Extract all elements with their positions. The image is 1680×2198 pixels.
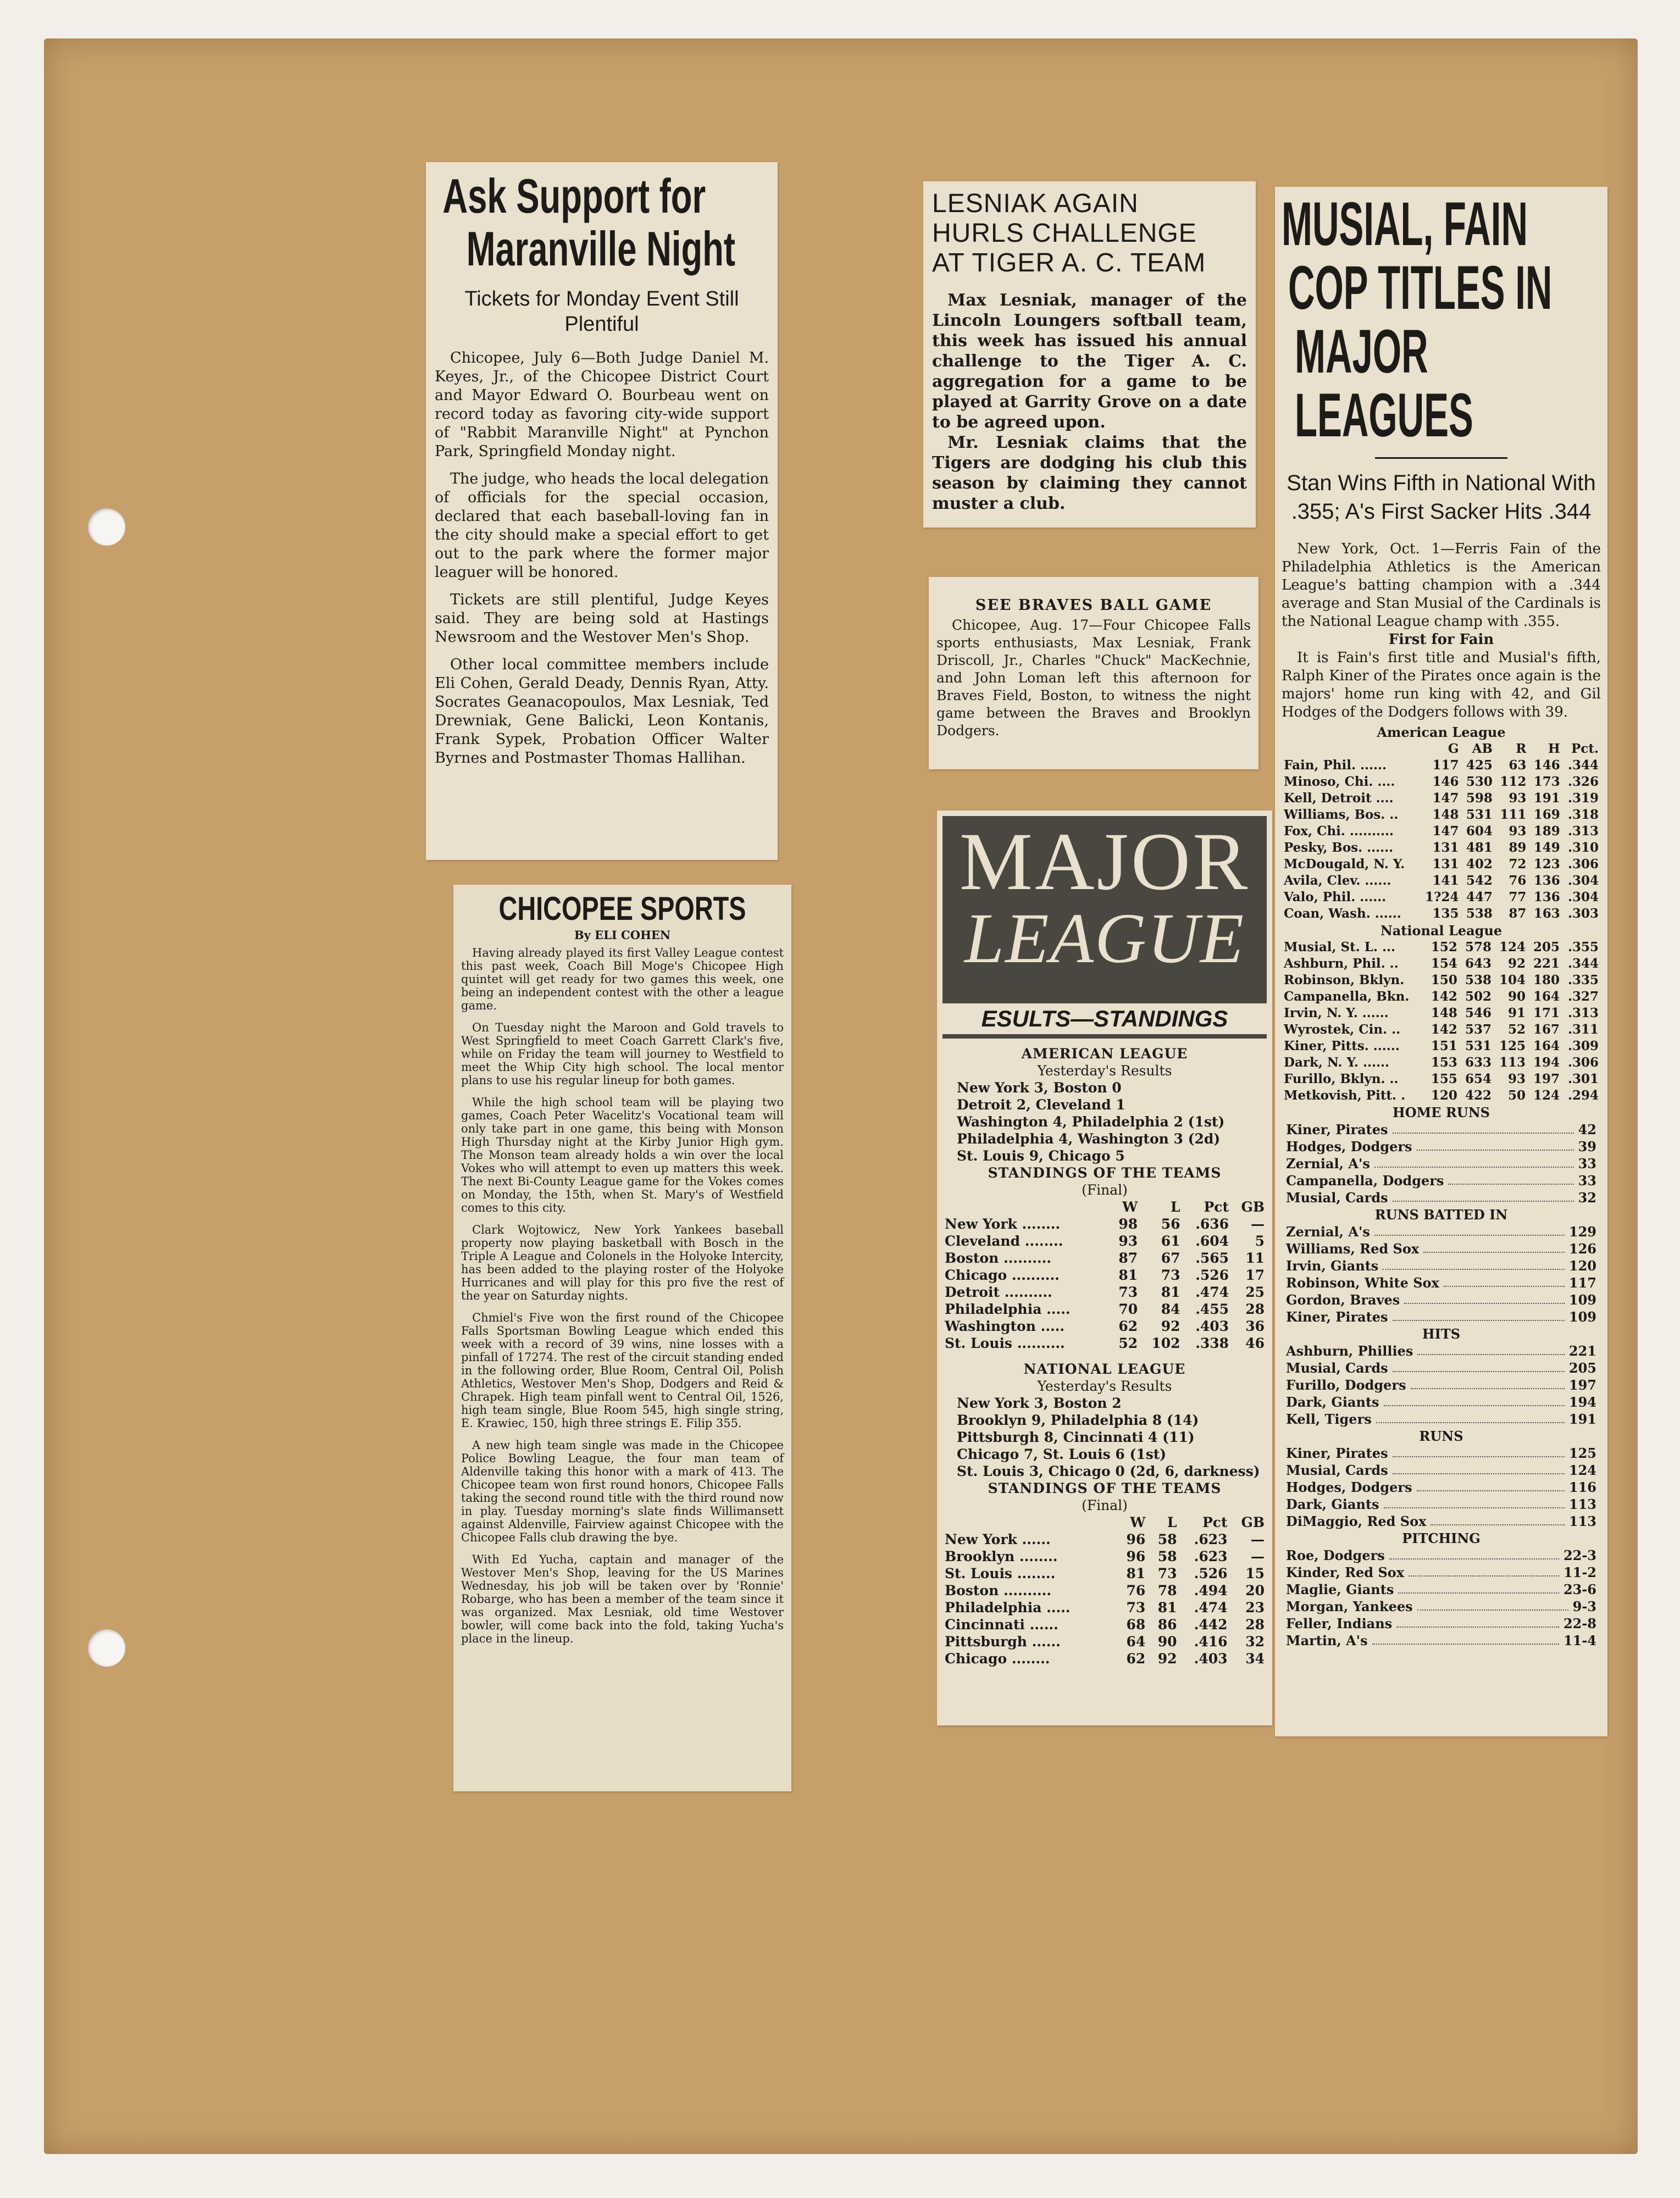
list-item: Musial, Cards 205 xyxy=(1286,1360,1596,1376)
table-row: Minoso, Chi. .... 146 530 112 173 .326 xyxy=(1284,774,1599,789)
paragraph: The judge, who heads the local delegation of officials for the special occasion, declared that each baseball-loving fan in the city should make a special effort to get out to the park where the former major leaguer will be honored. xyxy=(435,470,769,581)
paragraph: It is Fain's first title and Musial's fifth, Ralph Kiner of the Pirates once again is the majors' home run king with 42, and Gil Hodges of the Dodgers follows with 39. xyxy=(1282,650,1601,720)
table-row: Wyrostek, Cin. .. 142 537 52 167 .311 xyxy=(1284,1022,1599,1037)
headline-line-1: Ask Support for xyxy=(442,169,706,223)
rbi-heading: RUNS BATTED IN xyxy=(1374,1207,1508,1223)
list-item: Hodges, Dodgers 116 xyxy=(1286,1479,1596,1495)
table-row: Pesky, Bos. ...... 131 481 89 149 .310 xyxy=(1284,840,1599,855)
result-line: St. Louis 3, Chicago 0 (2d, 6, darkness) xyxy=(957,1463,1260,1479)
al-standings-table xyxy=(942,1198,1267,1352)
table-row: Detroit .......... 73 81 .474 25 xyxy=(945,1284,1265,1300)
headline-line-1: MUSIAL, FAIN xyxy=(1282,190,1528,258)
nl-results-list xyxy=(942,1395,1267,1480)
col-pct: Pct xyxy=(1204,1199,1229,1215)
table-row: Dark, N. Y. ...... 153 633 113 194 .306 xyxy=(1284,1055,1599,1070)
headline xyxy=(1282,192,1601,447)
list-item: Feller, Indians 22-8 xyxy=(1286,1616,1596,1631)
nl-standings-heading: STANDINGS OF THE TEAMS xyxy=(988,1480,1222,1496)
list-item: Campanella, Dodgers 33 xyxy=(1286,1173,1596,1189)
al-results-heading: Yesterday's Results xyxy=(1037,1063,1172,1079)
list-item: Hodges, Dodgers 39 xyxy=(1286,1139,1596,1154)
al-batting-heading: American League xyxy=(1377,724,1506,740)
nl-batting-heading: National League xyxy=(1380,923,1502,939)
nl-batting-table xyxy=(1282,939,1601,1104)
nl-final-label: (Final) xyxy=(1082,1497,1128,1513)
clipping-major-league-results xyxy=(937,811,1272,1725)
result-line: St. Louis 9, Chicago 5 xyxy=(957,1148,1125,1164)
col-l: L xyxy=(1167,1514,1177,1530)
table-header-row xyxy=(942,1514,1267,1531)
banner-line-2: LEAGUE xyxy=(964,899,1245,978)
paragraph: Mr. Lesniak claims that the Tigers are dodging his club this season by claiming they cannot muster a club. xyxy=(932,433,1247,513)
clipping-chicopee-sports xyxy=(453,885,791,1791)
paragraph: Chicopee, July 6—Both Judge Daniel M. Keyes, Jr., of the Chicopee District Court and Mayor Edward O. Bourbeau went on record today as favoring city-wide support of "Rabbit Maranville Night" at Pynchon Park, Springfield Monday night. xyxy=(435,349,769,460)
divider xyxy=(1375,457,1507,459)
list-item: DiMaggio, Red Sox 113 xyxy=(1286,1513,1596,1529)
article-body xyxy=(435,349,769,768)
list-item: Musial, Cards 124 xyxy=(1286,1462,1596,1478)
al-heading: AMERICAN LEAGUE xyxy=(1021,1046,1188,1062)
table-row: Robinson, Bklyn. 150 538 104 180 .335 xyxy=(1284,973,1599,987)
list-item: Dark, Giants 194 xyxy=(1286,1394,1596,1410)
table-row: Fain, Phil. ...... 117 425 63 146 .344 xyxy=(1284,758,1599,773)
list-item: Kinder, Red Sox 11-2 xyxy=(1286,1564,1596,1580)
list-item: Morgan, Yankees 9-3 xyxy=(1286,1598,1596,1614)
table-row: Irvin, N. Y. ...... 148 546 91 171 .313 xyxy=(1284,1006,1599,1020)
result-line: Chicago 7, St. Louis 6 (1st) xyxy=(957,1446,1167,1462)
result-line: New York 3, Boston 2 xyxy=(957,1395,1122,1411)
table-row: Pittsburgh ...... 64 90 .416 32 xyxy=(945,1634,1265,1650)
list-item: Kiner, Pirates 125 xyxy=(1286,1445,1596,1461)
paragraph: Clark Wojtowicz, New York Yankees baseball property now playing basketball with Bosch in the Triple A League and Colonels in the Holyoke Intercity, has been added to the playing roster of the Holyoke Hurricanes and will play for this pro five the rest of the year on Saturday nights. xyxy=(461,1223,784,1302)
section-heading: First for Fain xyxy=(1388,631,1494,648)
table-row: Kiner, Pitts. ...... 151 531 125 164 .309 xyxy=(1284,1039,1599,1053)
list-item: Zernial, A's 129 xyxy=(1286,1224,1596,1240)
al-final-label: (Final) xyxy=(1082,1182,1128,1198)
clipping-musial-fain-titles xyxy=(1275,187,1607,1736)
al-results-list xyxy=(942,1079,1267,1164)
result-line: Detroit 2, Cleveland 1 xyxy=(957,1097,1125,1113)
headline-line-2: HURLS CHALLENGE xyxy=(932,219,1197,248)
nl-results-heading: Yesterday's Results xyxy=(1037,1378,1172,1394)
table-row: Chicago ........ 62 92 .403 34 xyxy=(945,1651,1265,1667)
table-row: McDougald, N. Y. 131 402 72 123 .306 xyxy=(1284,857,1599,872)
list-item: Kiner, Pirates 42 xyxy=(1286,1122,1596,1137)
list-item: Dark, Giants 113 xyxy=(1286,1496,1596,1512)
article-body xyxy=(932,290,1247,514)
table-row: Fox, Chi. .......... 147 604 93 189 .313 xyxy=(1284,824,1599,839)
subhead: Tickets for Monday Event Still Plentiful xyxy=(464,287,739,336)
result-line: New York 3, Boston 0 xyxy=(957,1080,1122,1096)
paragraph: Tickets are still plentiful, Judge Keyes said. They are being sold at Hastings Newsroom and the Westover Men's Shop. xyxy=(435,591,769,646)
table-row: Boston .......... 76 78 .494 20 xyxy=(945,1583,1265,1598)
result-line: Brooklyn 9, Philadelphia 8 (14) xyxy=(957,1412,1199,1428)
table-row: Musial, St. L. ... 152 578 124 205 .355 xyxy=(1284,940,1599,954)
headline: CHICOPEE SPORTS xyxy=(498,890,746,927)
paragraph: With Ed Yucha, captain and manager of the Westover Men's Shop, leaving for the US Marines Wednesday, his job will be taken over by 'Ronnie' Robarge, who has been a member of the team since it was organized. Max Lesniak, old time Westover bowler, will come back into the fold, taking Yucha's place in the lineup. xyxy=(461,1553,784,1645)
list-item: Martin, A's 11-4 xyxy=(1286,1633,1596,1648)
table-row: Avila, Clev. ...... 141 542 76 136 .304 xyxy=(1284,873,1599,888)
table-row: Boston .......... 87 67 .565 11 xyxy=(945,1250,1265,1266)
subhead: Stan Wins Fifth in National With .355; A's First Sacker Hits .344 xyxy=(1287,471,1596,524)
table-row: Philadelphia ..... 70 84 .455 28 xyxy=(945,1301,1265,1317)
list-item: Furillo, Dodgers 197 xyxy=(1286,1377,1596,1393)
table-header-row: G AB R H Pct. xyxy=(1448,741,1599,756)
col-gb: GB xyxy=(1241,1199,1265,1215)
punch-hole-bottom xyxy=(88,1629,125,1667)
table-row: Metkovish, Pitt. . 120 422 50 124 .294 xyxy=(1284,1088,1599,1103)
col-l: L xyxy=(1170,1199,1180,1215)
banner xyxy=(942,816,1267,1039)
pitching-heading: PITCHING xyxy=(1402,1530,1481,1546)
list-item: Gordon, Braves 109 xyxy=(1286,1292,1596,1308)
col-w: W xyxy=(1122,1199,1138,1215)
headline xyxy=(932,189,1247,278)
headline-line-2: Maranville Night xyxy=(466,221,735,276)
article-body: Chicopee, Aug. 17—Four Chicopee Falls sports enthusiasts, Max Lesniak, Frank Driscoll, Jr., Charles "Chuck" MacKechnie, and John Loman left this afternoon for Braves Field, Boston, to witness the night game between the Braves and Brooklyn Dodgers. xyxy=(936,617,1251,739)
table-row: St. Louis .......... 52 102 .338 46 xyxy=(945,1335,1265,1351)
result-line: Pittsburgh 8, Cincinnati 4 (11) xyxy=(957,1429,1195,1445)
table-row: Kell, Detroit .... 147 598 93 191 .319 xyxy=(1284,791,1599,806)
table-row: New York ...... 96 58 .623 — xyxy=(945,1531,1265,1547)
list-item: Kiner, Pirates 109 xyxy=(1286,1309,1596,1325)
table-row: Brooklyn ........ 96 58 .623 — xyxy=(945,1548,1265,1564)
col-gb: GB xyxy=(1241,1514,1265,1530)
list-item: Maglie, Giants 23-6 xyxy=(1286,1581,1596,1597)
table-row: Williams, Bos. .. 148 531 111 169 .318 xyxy=(1284,807,1599,822)
article-body xyxy=(461,946,784,1645)
list-item: Zernial, A's 33 xyxy=(1286,1156,1596,1172)
table-row: Washington ..... 62 92 .403 36 xyxy=(945,1318,1265,1334)
hits-heading: HITS xyxy=(1422,1326,1461,1342)
clipping-maranville-night xyxy=(426,162,778,860)
table-row: Chicago .......... 81 73 .526 17 xyxy=(945,1267,1265,1283)
table-row: Coan, Wash. ...... 135 538 87 163 .303 xyxy=(1284,906,1599,921)
nl-heading: NATIONAL LEAGUE xyxy=(1023,1361,1186,1377)
list-item: Ashburn, Phillies 221 xyxy=(1286,1343,1596,1359)
list-item: Irvin, Giants 120 xyxy=(1286,1258,1596,1274)
table-row: Cincinnati ...... 68 86 .442 28 xyxy=(945,1617,1265,1633)
list-item: Robinson, White Sox 117 xyxy=(1286,1275,1596,1291)
table-row: New York ........ 98 56 .636 — xyxy=(945,1216,1265,1232)
paragraph: Having already played its first Valley League contest this past week, Coach Bill Moge's Chicopee High quintet will get ready for two games this week, one being an independent contest with the other a league game. xyxy=(461,946,784,1012)
table-row: Valo, Phil. ...... 1?24 447 77 136 .304 xyxy=(1284,890,1599,904)
table-row: Ashburn, Phil. .. 154 643 92 221 .344 xyxy=(1284,956,1599,971)
headline xyxy=(435,170,778,275)
leaders-list xyxy=(1282,1104,1601,1649)
headline-line-3: AT TIGER A. C. TEAM xyxy=(932,248,1206,277)
paragraph: Chmiel's Five won the first round of the Chicopee Falls Sportsman Bowling League which ended this week with a record of 39 wins, nine losses with a pinfall of 17274. The rest of the circuit standing ended in the following order, Blue Room, Central Oil, Polish Athletics, Westover Men's Shop, Dodgers and Reid & Chrapek. High team pinfall went to Central Oil, 1526, high team single, Blue Room 545, high single string, E. Krawiec, 150, high three strings E. Filip 355. xyxy=(461,1311,784,1430)
col-w: W xyxy=(1130,1514,1146,1530)
table-header-row xyxy=(942,1198,1267,1215)
result-line: Philadelphia 4, Washington 3 (2d) xyxy=(957,1131,1221,1147)
paragraph: While the high school team will be playing two games, Coach Peter Wacelitz's Vocational team will only take part in one game, this being with Monson High Thursday night at the Kirby Junior High gym. The Monson team already holds a win over the local Vokes who will attempt to even up matters this week. The next Bi-County League game for the Vokes comes on Monday, the 15th, when St. Mary's of Westfield comes to this city. xyxy=(461,1096,784,1214)
al-batting-table xyxy=(1282,741,1601,922)
headline-line-2: COP TITLES IN xyxy=(1288,253,1553,322)
result-line: Washington 4, Philadelphia 2 (1st) xyxy=(957,1114,1225,1130)
table-row: Campanella, Bkn. 142 502 90 164 .327 xyxy=(1284,989,1599,1004)
table-row: Philadelphia ..... 73 81 .474 23 xyxy=(945,1600,1265,1616)
list-item: Kell, Tigers 191 xyxy=(1286,1411,1596,1427)
runs-heading: RUNS xyxy=(1419,1428,1463,1444)
paragraph: Max Lesniak, manager of the Lincoln Loungers softball team, this week has issued his annual challenge to the Tiger A. C. aggregation for a game to be played at Garrity Grove on a date to be agreed upon. xyxy=(932,291,1247,432)
banner-line-1: MAJOR xyxy=(959,816,1250,907)
paragraph: A new high team single was made in the Chicopee Police Bowling League, the four man team of Aldenville taking this honor with a mark of 413. The Chicopee team won first round honors, Chicopee Falls taking the second round title with the third round now in play. Tuesday morning's slate finds Willimansett against Aldenville, Fairview against Chicopee with the Chicopee Falls club drawing the bye. xyxy=(461,1439,784,1544)
list-item: Roe, Dodgers 22-3 xyxy=(1286,1547,1596,1563)
headline-line-1: LESNIAK AGAIN xyxy=(932,189,1139,218)
table-row: Furillo, Bklyn. .. 155 654 93 197 .301 xyxy=(1284,1072,1599,1086)
home-runs-heading: HOME RUNS xyxy=(1393,1104,1490,1120)
punch-hole-top xyxy=(88,508,125,546)
paragraph: Other local committee members include Eli Cohen, Gerald Deady, Dennis Ryan, Atty. Socrates Geanacopoulos, Max Lesniak, Ted Drewniak, Gene Balicki, Leon Kontanis, Frank Sypek, Probation Officer Walter Byrnes and Postmaster Thomas Hallihan. xyxy=(435,656,769,767)
table-row: Cleveland ........ 93 61 .604 5 xyxy=(945,1233,1265,1249)
col-pct: Pct xyxy=(1202,1514,1228,1530)
lede: New York, Oct. 1—Ferris Fain of the Philadelphia Athletics is the American League's batting champion with a .344 average and Stan Musial of the Cardinals is the National League champ with .355. xyxy=(1282,541,1601,630)
article-body xyxy=(1282,540,1601,721)
table-row: St. Louis ........ 81 73 .526 15 xyxy=(945,1566,1265,1581)
clipping-lesniak-challenge xyxy=(923,181,1256,528)
nl-standings-table xyxy=(942,1514,1267,1667)
headline: SEE BRAVES BALL GAME xyxy=(975,597,1212,614)
list-item: Musial, Cards 32 xyxy=(1286,1190,1596,1206)
al-standings-heading: STANDINGS OF THE TEAMS xyxy=(988,1165,1222,1181)
byline: By ELI COHEN xyxy=(574,928,671,942)
banner-strip: ESULTS—STANDINGS xyxy=(942,1003,1267,1034)
list-item: Williams, Red Sox 126 xyxy=(1286,1241,1596,1257)
clipping-braves-ball-game xyxy=(929,577,1258,769)
paragraph: On Tuesday night the Maroon and Gold travels to West Springfield to meet Coach Garrett Clark's five, while on Friday the team will journey to Westfield to meet the Whip City high school. The local mentor plans to use his regular lineup for both games. xyxy=(461,1021,784,1087)
headline-line-3: MAJOR LEAGUES xyxy=(1295,317,1473,449)
